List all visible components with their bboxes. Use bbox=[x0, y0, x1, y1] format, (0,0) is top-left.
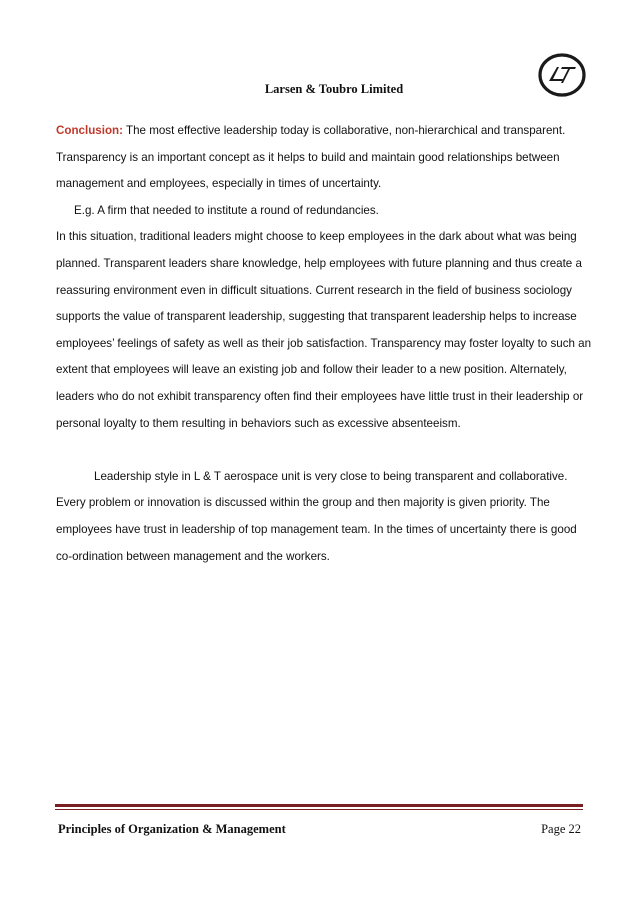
conclusion-paragraph bbox=[56, 118, 596, 145]
leadership-text: Leadership style in L & T aerospace unit is very close to being transparent and collaborative. Every problem or innovation is discussed within the group and then majority is given priority. The employees have trust in leadership of top management team. In the times of uncertainty there is good co-ordination between management and the workers. bbox=[56, 469, 577, 563]
conclusion-text: The most effective leadership today is collaborative, non-hierarchical and transparent. bbox=[122, 124, 566, 137]
header-company-title: Larsen & Toubro Limited bbox=[264, 82, 404, 96]
lt-logo-icon bbox=[538, 51, 586, 99]
example-paragraph: E.g. A firm that needed to institute a round of redundancies. bbox=[74, 203, 379, 217]
situation-paragraph: In this situation, traditional leaders might choose to keep employees in the dark about what was being planned. Transparent leaders share knowledge, help employees with future planning and thus create a reassuring environment even in difficult situations. Current research in the field of business sociology supports the value of transparent leadership, suggesting that transparent leadership helps to increase employees’ feelings of safety as well as their job satisfaction. Transparency may foster loyalty to such an extent that employees will leave an existing job and follow their leader to a new position. Alternately, leaders who do not exhibit transparency often find their employees have little trust in their leadership or personal loyalty to them resulting in behaviors such as excessive absenteeism. bbox=[56, 230, 592, 430]
paragraph-spacer bbox=[56, 437, 596, 464]
leadership-paragraph bbox=[56, 464, 596, 570]
body-text bbox=[56, 118, 596, 570]
transparency-paragraph: Transparency is an important concept as it helps to build and maintain good relationships between management and employees, especially in times of uncertainty. bbox=[56, 150, 560, 191]
conclusion-label: Conclusion: bbox=[56, 124, 123, 137]
footer-page-number: Page 22 bbox=[541, 822, 581, 836]
footer-rule-thick bbox=[55, 804, 583, 807]
leadership-indent bbox=[56, 470, 94, 483]
footer-subject: Principles of Organization & Management bbox=[58, 822, 286, 836]
footer-rule-thin bbox=[55, 809, 583, 810]
